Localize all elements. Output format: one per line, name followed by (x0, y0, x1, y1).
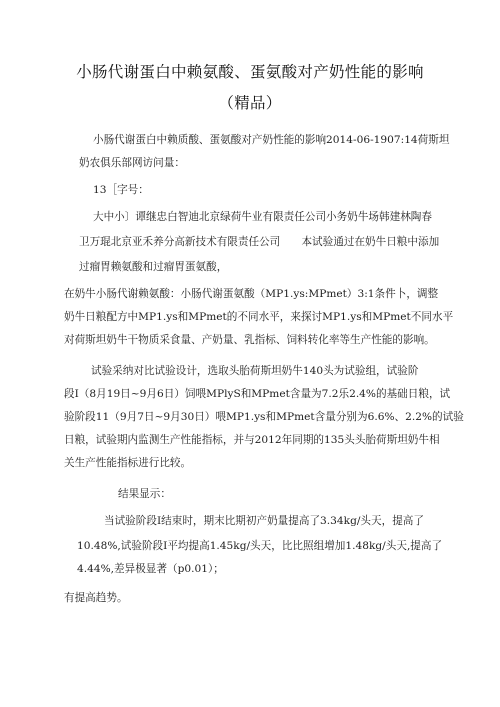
body-line: 验阶段11（9月7日~9月30日）喂MP1.ys和MPmet含量分别为6.6%、2.2%的试验 (64, 411, 464, 423)
body-line: 小肠代谢蛋白中赖质酸、蛋氨酸对产奶性能的影响2014-06-1907:14荷斯坦 (93, 134, 450, 146)
body-line: 段I（8月19日~9月6日）饲喂MPlyS和MPmet含量为7.2乐2.4%的基础日粮，试 (64, 388, 451, 400)
body-line: 日粮，试验期内监测生产性能指标，并与2012年同期的135头头胎荷斯坦奶牛相 (64, 434, 440, 446)
body-line: 13［字号： (93, 184, 149, 196)
body-line: 当试验阶段I结束时，期末比期初产奶量提高了3.34kg/头天，提高了 (104, 515, 424, 527)
body-line: 关生产性能指标进行比较。 (64, 457, 192, 469)
body-line: 10.48%,试验阶段I平均提高1.45kg/头天，比比照组增加1.48kg/头天,提高了 (77, 540, 443, 552)
document-title-suffix: （精品） (218, 94, 282, 112)
body-line: 在奶牛小肠代谢赖氨酸：小肠代谢蛋氨酸（MP1.ys:MPmet）3:1条件卜，调整 (64, 288, 439, 300)
document-title: 小肠代谢蛋白中赖氨酸、蛋氨酸对产奶性能的影响 (76, 63, 424, 81)
body-line: 试验采纳对比试验设计，选取头胎荷斯坦奶牛140头为试验组，试验阶 (91, 365, 419, 377)
body-line: 奶牛日粮配方中MP1.ys和MPmet的不同水平，来探讨MP1.ys和MPmet不同水平 (64, 311, 454, 323)
body-line: 大中小〕谭继忠白智迪北京绿荷牛业有限责任公司小务奶牛场韩建林陶春 (93, 211, 432, 223)
body-line: 有提高趋势。 (64, 592, 128, 604)
body-line: 奶农俱乐部网访问量： (79, 157, 185, 169)
body-line: 对荷斯坦奶牛干物质采食量、产奶量、乳指标、饲料转化率等生产性能的影响。 (64, 334, 435, 346)
body-line: 过瘤胃赖氨酸和过瘤胃蛋氨酸， (79, 261, 228, 273)
body-line: 4.44%,差异极显著（p0.01）； (77, 563, 224, 575)
body-line: 结果显示： (118, 488, 171, 500)
body-line: 卫万琨北京亚禾养分高新技术有限责任公司 本试验通过在奶牛日粮中添加 (79, 236, 440, 248)
